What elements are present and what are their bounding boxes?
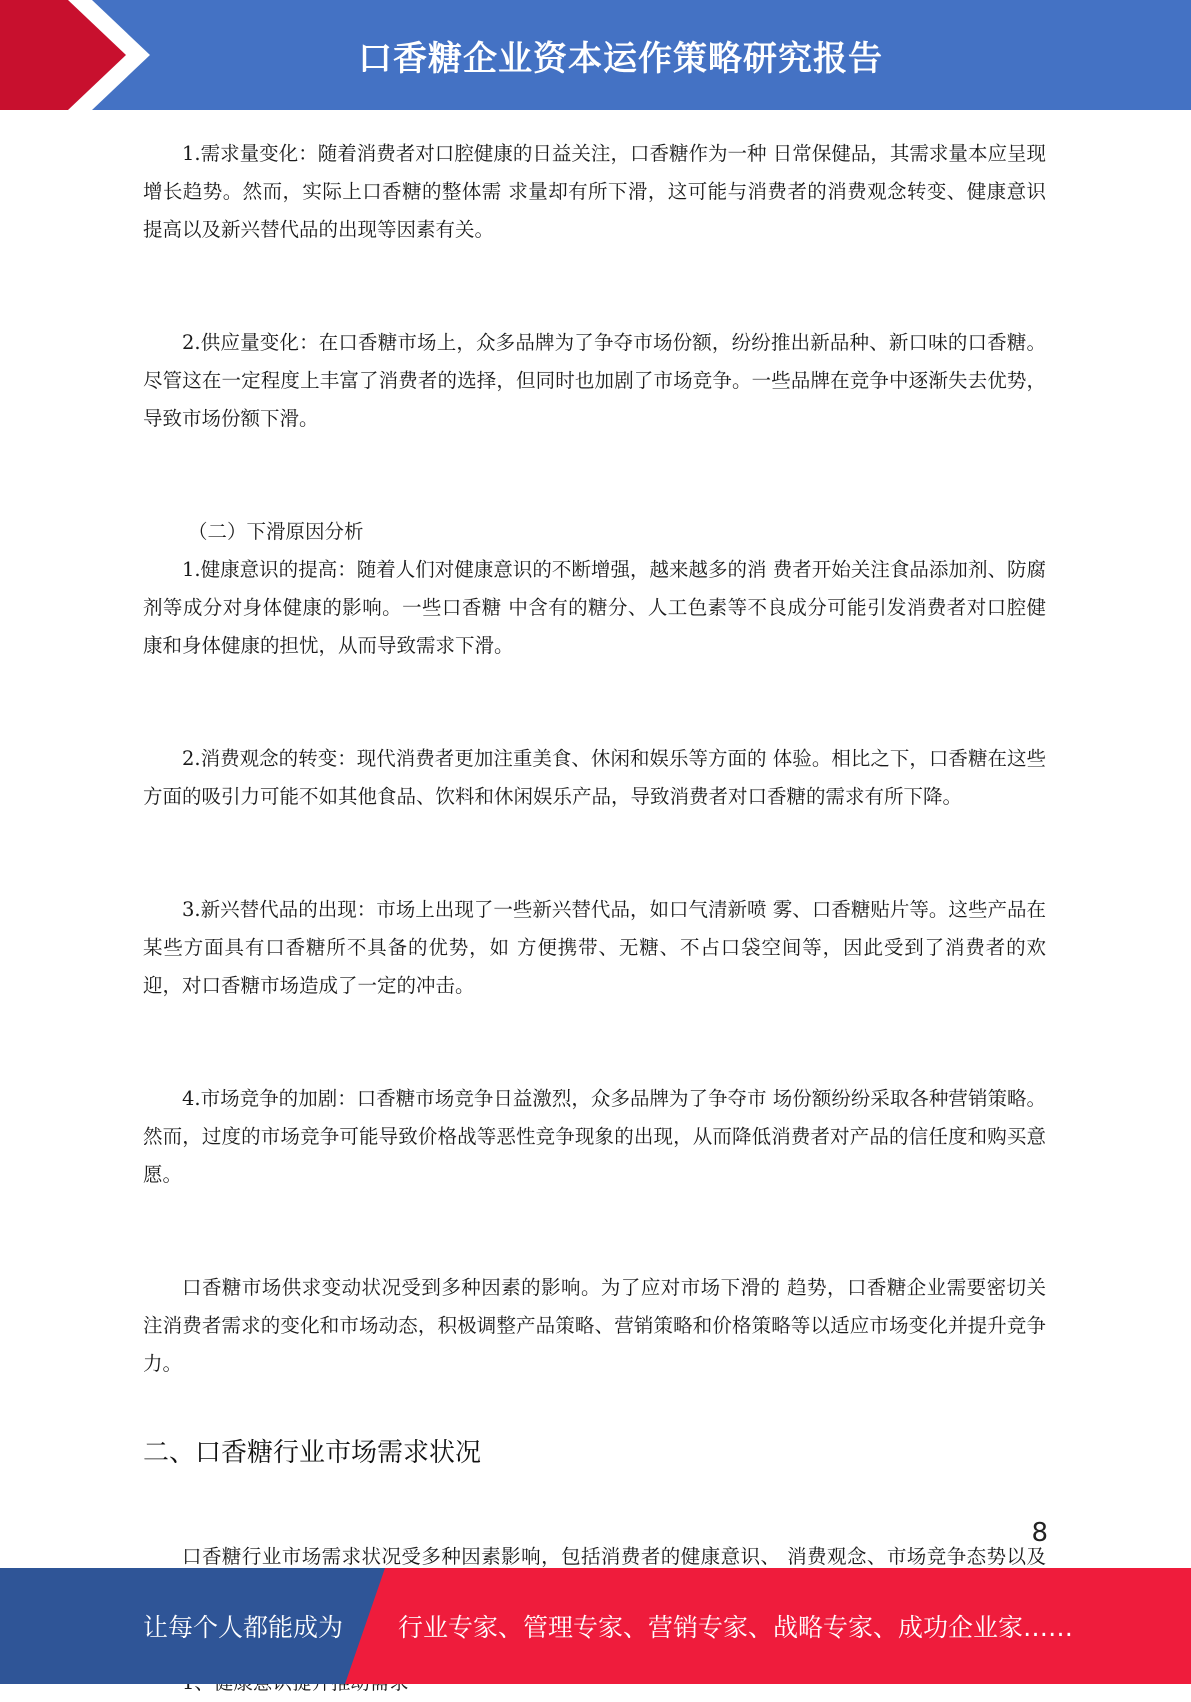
paragraph-summary: 口香糖市场供求变动状况受到多种因素的影响。为了应对市场下滑的 趋势，口香糖企业需要密切关注消费者需求的变化和市场动态，积极调整产品策略、营销策略和价格策略等以适应市场变化并提升竞争力。	[143, 1276, 1046, 1375]
paragraph-demand-change: 1.需求量变化：随着消费者对口腔健康的日益关注，口香糖作为一种 日常保健品，其需求量本应呈现增长趋势。然而，实际上口香糖的整体需 求量却有所下滑，这可能与消费者的消费观念转变、健康意识提高以及新兴替代品的出现等因素有关。	[143, 142, 1046, 241]
subheading-decline-causes: （二）下滑原因分析	[188, 520, 364, 543]
paragraph-market-demand: 口香糖行业市场需求状况受多种因素影响，包括消费者的健康意识、 消费观念、市场竞争态势以及	[182, 1545, 1046, 1568]
document-body	[143, 135, 1046, 1702]
footer-slogan-right: 行业专家、管理专家、营销专家、战略专家、成功企业家……	[398, 1613, 1074, 1642]
paragraph-substitutes: 3.新兴替代品的出现：市场上出现了一些新兴替代品，如口气清新喷 雾、口香糖贴片等。这些产品在某些方面具有口香糖所不具备的优势，如 方便携带、无糖、不占口袋空间等，因此受到了消费者的欢迎，对口香糖市场造成了一定的冲击。	[143, 898, 1046, 997]
paragraph-health-awareness: 1.健康意识的提高：随着人们对健康意识的不断增强，越来越多的消 费者开始关注食品添加剂、防腐剂等成分对身体健康的影响。一些口香糖 中含有的糖分、人工色素等不良成分可能引发消费者对口腔健康和身体健康的担忧，从而导致需求下滑。	[143, 558, 1046, 657]
footer-slogan-left: 让每个人都能成为	[143, 1613, 344, 1642]
page-footer	[0, 1568, 1191, 1684]
section-heading: 二、口香糖行业市场需求状况	[143, 1438, 482, 1468]
paragraph-supply-change: 2.供应量变化：在口香糖市场上，众多品牌为了争夺市场份额，纷纷推出新品种、新口味的口香糖。尽管这在一定程度上丰富了消费者的选择，但同时也加剧了市场竞争。一些品牌在竞争中逐渐失去优势，导致市场份额下滑。	[143, 331, 1046, 430]
page-header	[0, 0, 1191, 110]
paragraph-consumption-concept: 2.消费观念的转变：现代消费者更加注重美食、休闲和娱乐等方面的 体验。相比之下，口香糖在这些方面的吸引力可能不如其他食品、饮料和休闲娱乐产品，导致消费者对口香糖的需求有所下降。	[143, 747, 1046, 808]
paragraph-competition: 4.市场竞争的加剧：口香糖市场竞争日益激烈，众多品牌为了争夺市 场份额纷纷采取各种营销策略。然而，过度的市场竞争可能导致价格战等恶性竞争现象的出现，从而降低消费者对产品的信任度和购买意愿。	[143, 1087, 1046, 1186]
page-number: 8	[1031, 1518, 1048, 1548]
page-title: 口香糖企业资本运作策略研究报告	[358, 38, 883, 79]
